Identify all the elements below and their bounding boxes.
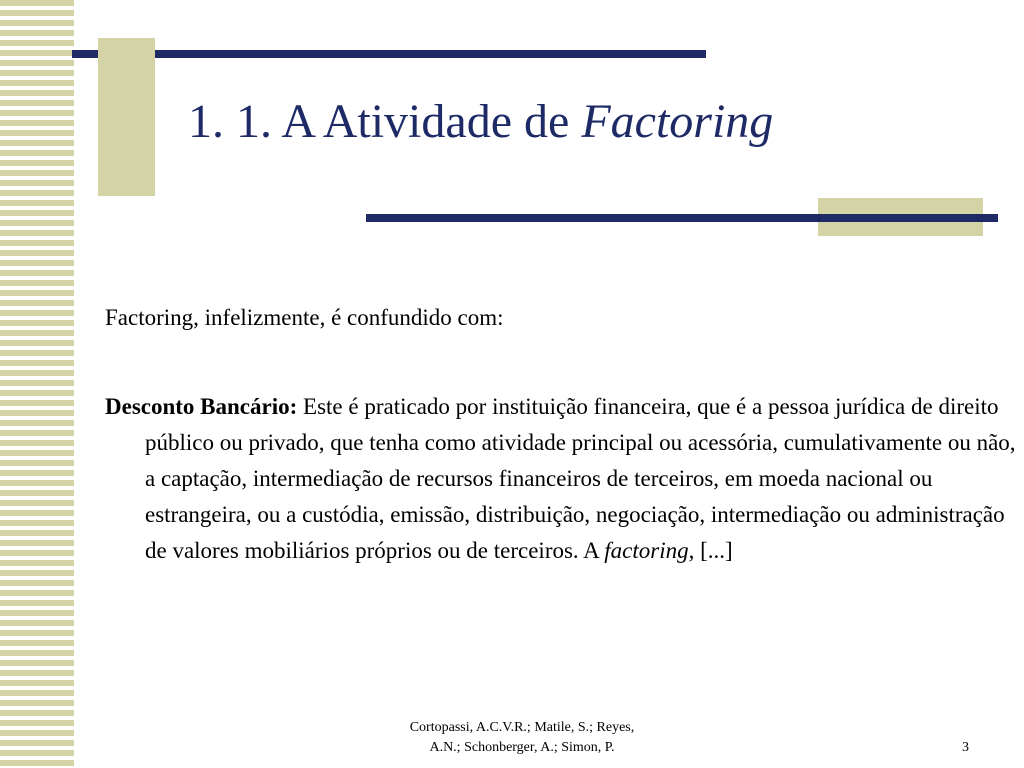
- left-accent-block: [98, 38, 155, 196]
- footer-authors: [342, 718, 702, 758]
- bottom-accent-bar: [366, 214, 998, 222]
- definition-tail: , [...]: [688, 538, 733, 563]
- definition-paragraph: [105, 389, 1024, 569]
- decorative-stripes: [0, 0, 74, 768]
- slide-title-emphasis: Factoring: [581, 95, 774, 148]
- footer-line-1: Cortopassi, A.C.V.R.; Matile, S.; Reyes,: [409, 720, 635, 735]
- definition-text: Este é praticado por instituição financeira, que é a pessoa jurídica de direito público ou privado, que tenha como atividade principal ou acessória, cumulativamente ou não, a captação, intermediação de recursos financeiros de terceiros, em moeda nacional ou estrangeira, ou a custódia, emissão, distribuição, negociação, intermediação ou administração de valores mobiliários próprios ou de terceiros. A: [145, 394, 1016, 563]
- intro-text: Factoring, infelizmente, é confundido com:: [105, 305, 504, 330]
- footer-line-2: A.N.; Schonberger, A.; Simon, P.: [429, 740, 615, 755]
- slide-title: [188, 96, 773, 149]
- page-number: 3: [962, 740, 969, 755]
- top-accent-bar: [72, 50, 706, 58]
- slide-title-text: 1. 1. A Atividade de: [188, 95, 582, 148]
- definition-term: Desconto Bancário:: [105, 394, 298, 419]
- definition-emphasis: factoring: [604, 538, 689, 563]
